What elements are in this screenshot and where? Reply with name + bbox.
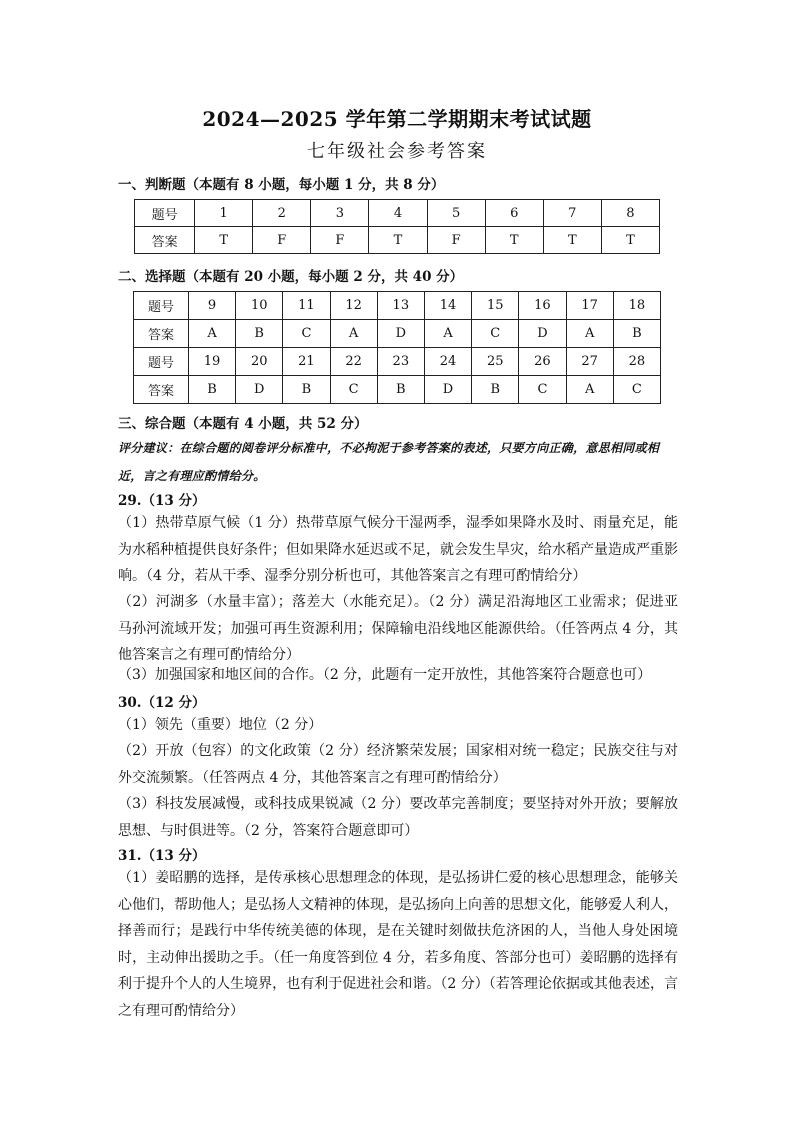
grading-note: 评分建议：在综合题的阅卷评分标准中，不必拘泥于参考答案的表述，只要方向正确，意思相同或相近，言之有理应酌情给分。 — [118, 441, 660, 483]
section1-heading: 一、判断题（本题有 8 小题，每小题 1 分，共 8 分） — [118, 177, 445, 193]
question-number: 16 — [519, 292, 566, 320]
answer-cell: D — [236, 376, 283, 404]
answer-cell: C — [330, 376, 377, 404]
answer-cell: C — [613, 376, 660, 404]
true-false-answer-table — [134, 199, 660, 254]
question-number: 2 — [253, 200, 311, 227]
question-number: 23 — [377, 348, 424, 376]
question-number: 21 — [283, 348, 330, 376]
question-number: 10 — [236, 292, 283, 320]
question-number: 28 — [613, 348, 660, 376]
table-row — [134, 320, 661, 348]
question-number: 3 — [311, 200, 369, 227]
answer-cell: C — [519, 376, 566, 404]
question-31-heading: 31.（13 分） — [118, 848, 206, 864]
question-number: 13 — [377, 292, 424, 320]
multiple-choice-answer-table — [133, 291, 661, 404]
question-number: 18 — [613, 292, 660, 320]
question-number: 26 — [519, 348, 566, 376]
answer-cell: T — [601, 227, 659, 254]
question-29-part1: （1）热带草原气候（1 分）热带草原气候分干湿两季，湿季如果降水及时、雨量充足，能为水稻种植提供良好条件；但如果降水延迟或不足，就会发生旱灾，给水稻产量造成严重影响。（4 分，若从干季、湿季分别分析也可，其他答案言之有理可酌情给分） — [118, 515, 678, 584]
answer-cell: C — [283, 320, 330, 348]
answer-cell: T — [369, 227, 427, 254]
question-29-part3: （3）加强国家和地区间的合作。（2 分，此题有一定开放性，其他答案符合题意也可） — [118, 667, 652, 683]
section2-heading: 二、选择题（本题有 20 小题，每小题 2 分，共 40 分） — [118, 269, 464, 285]
table-row — [134, 292, 661, 320]
question-30-part2: （2）开放（包容）的文化政策（2 分）经济繁荣发展；国家相对统一稳定；民族交往与对外交流频繁。（任答两点 4 分，其他答案言之有理可酌情给分） — [118, 743, 678, 786]
question-number: 14 — [424, 292, 471, 320]
question-number: 20 — [236, 348, 283, 376]
question-number: 25 — [472, 348, 519, 376]
question-number: 1 — [195, 200, 253, 227]
question-number: 15 — [472, 292, 519, 320]
row-label: 答案 — [135, 227, 195, 254]
row-label: 答案 — [134, 320, 189, 348]
answer-cell: B — [613, 320, 660, 348]
table-row — [135, 200, 660, 227]
answer-cell: A — [424, 320, 471, 348]
question-number: 27 — [566, 348, 613, 376]
document-title: 2024—2025 学年第二学期期末考试试题 — [202, 107, 592, 131]
answer-cell: C — [472, 320, 519, 348]
row-label: 题号 — [134, 348, 189, 376]
answer-cell: B — [472, 376, 519, 404]
answer-cell: A — [188, 320, 235, 348]
question-30-heading: 30.（12 分） — [118, 695, 206, 711]
answer-cell: A — [566, 376, 613, 404]
question-30-part1: （1）领先（重要）地位（2 分） — [118, 717, 323, 733]
question-number: 7 — [543, 200, 601, 227]
question-number: 17 — [566, 292, 613, 320]
question-number: 11 — [283, 292, 330, 320]
table-row — [135, 227, 660, 254]
answer-cell: T — [195, 227, 253, 254]
answer-cell: A — [330, 320, 377, 348]
question-number: 19 — [188, 348, 235, 376]
table-row — [134, 376, 661, 404]
answer-cell: F — [311, 227, 369, 254]
row-label: 答案 — [134, 376, 189, 404]
question-number: 24 — [424, 348, 471, 376]
answer-cell: D — [377, 320, 424, 348]
question-number: 22 — [330, 348, 377, 376]
table-row — [134, 348, 661, 376]
row-label: 题号 — [135, 200, 195, 227]
question-number: 12 — [330, 292, 377, 320]
question-29-heading: 29.（13 分） — [118, 493, 206, 509]
question-30-part3: （3）科技发展减慢，或科技成果锐减（2 分）要改革完善制度；要坚持对外开放；要解放思想、与时俱进等。（2 分，答案符合题意即可） — [118, 796, 678, 839]
answer-cell: F — [427, 227, 485, 254]
answer-cell: B — [377, 376, 424, 404]
question-number: 4 — [369, 200, 427, 227]
answer-cell: B — [283, 376, 330, 404]
row-label: 题号 — [134, 292, 189, 320]
question-31-part1: （1）姜昭鹏的选择，是传承核心思想理念的体现，是弘扬讲仁爱的核心思想理念，能够关心他们，帮助他人；是弘扬人文精神的体现，是弘扬向上向善的思想文化，能够爱人利人，择善而行；是践行中华传统美德的体现，是在关键时刻做扶危济困的人，当他人身处困境时，主动伸出援助之手。（任一角度答到位 4 分，若多角度、答部分也可）姜昭鹏的选择有利于提升个人的人生境界，也有利于促进社会和谐。（2 分）（若答理论依据或其他表述，言之有理可酌情给分） — [118, 870, 678, 1019]
answer-cell: T — [543, 227, 601, 254]
answer-cell: T — [485, 227, 543, 254]
document-subtitle: 七年级社会参考答案 — [307, 141, 487, 162]
section3-heading: 三、综合题（本题有 4 小题，共 52 分） — [118, 416, 368, 432]
answer-cell: B — [188, 376, 235, 404]
question-number: 8 — [601, 200, 659, 227]
question-29-part2: （2）河湖多（水量丰富）；落差大（水能充足）。（2 分）满足沿海地区工业需求；促进亚马孙河流域开发；加强可再生资源利用；保障输电沿线地区能源供给。（任答两点 4 分，其他答案言之有理可酌情给分） — [118, 594, 678, 663]
question-number: 5 — [427, 200, 485, 227]
answer-cell: B — [236, 320, 283, 348]
answer-cell: D — [424, 376, 471, 404]
answer-cell: F — [253, 227, 311, 254]
question-number: 6 — [485, 200, 543, 227]
question-number: 9 — [188, 292, 235, 320]
answer-cell: A — [566, 320, 613, 348]
answer-cell: D — [519, 320, 566, 348]
